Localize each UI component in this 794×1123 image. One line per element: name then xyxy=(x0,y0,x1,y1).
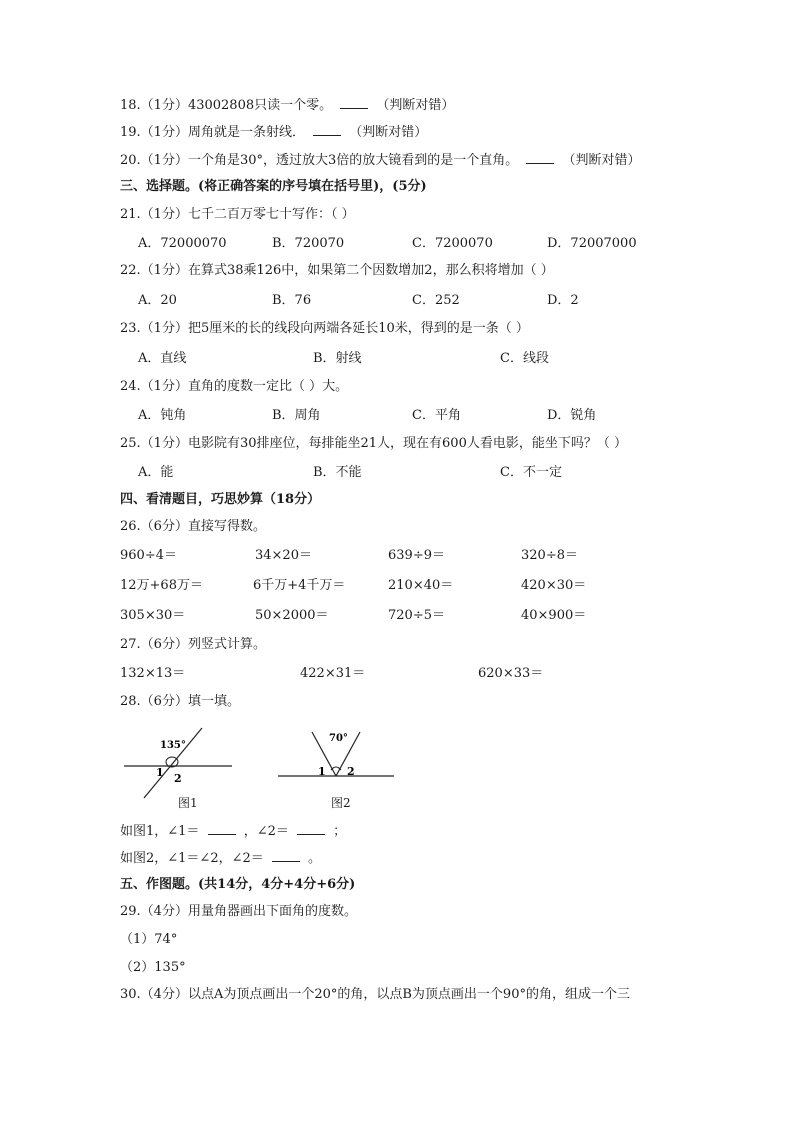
slanted-line xyxy=(144,728,202,798)
calc-item: 422×31＝ xyxy=(300,666,366,681)
question-text: 18.（1分）43002808只读一个零。 xyxy=(120,98,333,113)
answer-blank[interactable] xyxy=(340,96,368,109)
calc-item: 305×30＝ xyxy=(120,608,186,623)
question-27: 27.（6分）列竖式计算。 xyxy=(120,637,266,652)
section-5-heading: 五、作图题。(共14分，4分+4分+6分) xyxy=(120,877,356,892)
calc-item: 320÷8＝ xyxy=(521,548,578,563)
option-a[interactable]: A．72000070 xyxy=(138,236,227,251)
option-c[interactable]: C．7200070 xyxy=(412,236,493,251)
angle-label-2: 2 xyxy=(174,772,182,785)
figure-2-answer-line xyxy=(120,849,321,868)
calc-item: 720÷5＝ xyxy=(388,608,445,623)
question-23: 23.（1分）把5厘米的长的线段向两端各延长10米，得到的是一条（ ） xyxy=(120,321,529,336)
calc-item: 620×33＝ xyxy=(478,666,544,681)
question-hint: （判断对错） xyxy=(562,153,641,168)
option-c[interactable]: C．252 xyxy=(412,293,460,308)
option-d[interactable]: D．72007000 xyxy=(547,236,637,251)
option-b[interactable]: B．射线 xyxy=(313,351,362,366)
option-d[interactable]: D．锐角 xyxy=(547,408,597,423)
answer-blank[interactable] xyxy=(313,123,341,136)
figure-2-caption: 图2 xyxy=(331,796,351,810)
calc-item: 639÷9＝ xyxy=(388,548,445,563)
option-a[interactable]: A．20 xyxy=(138,293,177,308)
question-21: 21.（1分）七千二百万零七十写作：（ ） xyxy=(120,207,355,222)
calc-item: 34×20＝ xyxy=(255,548,312,563)
question-30: 30.（4分）以点A为顶点画出一个20°的角，以点B为顶点画出一个90°的角，组成一个三 xyxy=(120,987,630,1002)
answer-end: 。 xyxy=(308,851,322,866)
option-b[interactable]: B．76 xyxy=(272,293,312,308)
question-26: 26.（6分）直接写得数。 xyxy=(120,519,266,534)
option-b[interactable]: B．不能 xyxy=(313,465,362,480)
option-a[interactable]: A．能 xyxy=(138,465,174,480)
question-22: 22.（1分）在算式38乘126中，如果第二个因数增加2，那么积将增加（ ） xyxy=(120,263,554,278)
angle-2-blank[interactable] xyxy=(272,849,300,862)
sub-question-1: （1）74° xyxy=(120,932,178,947)
angle-label-1: 1 xyxy=(318,765,326,778)
option-a[interactable]: A．直线 xyxy=(138,351,187,366)
answer-end: ； xyxy=(333,824,347,839)
calc-item: 960÷4＝ xyxy=(120,548,177,563)
option-a[interactable]: A．钝角 xyxy=(138,408,187,423)
section-4-heading: 四、看清题目，巧思妙算（18分） xyxy=(120,492,321,507)
calc-item: 50×2000＝ xyxy=(255,608,329,623)
question-hint: （判断对错） xyxy=(376,98,455,113)
question-text: 20.（1分）一个角是30°，透过放大3倍的放大镜看到的是一个直角。 xyxy=(120,153,519,168)
angle-label-135: 135° xyxy=(160,740,186,751)
angle-label-70: 70° xyxy=(329,733,348,744)
answer-prefix: 如图1，∠1＝ xyxy=(120,824,200,839)
question-24: 24.（1分）直角的度数一定比（ ）大。 xyxy=(120,379,349,394)
question-19 xyxy=(120,123,427,142)
option-b[interactable]: B．周角 xyxy=(272,408,321,423)
calc-item: 210×40＝ xyxy=(388,578,454,593)
angle-2-blank[interactable] xyxy=(297,822,325,835)
question-20 xyxy=(120,151,641,170)
answer-blank[interactable] xyxy=(526,151,554,164)
angle-label-1: 1 xyxy=(156,766,164,779)
option-d[interactable]: D．2 xyxy=(547,293,579,308)
question-text: 19.（1分）周角就是一条射线． xyxy=(120,125,305,140)
figure-2-diagram xyxy=(276,728,396,784)
sub-question-2: （2）135° xyxy=(120,960,186,975)
question-hint: （判断对错） xyxy=(349,125,428,140)
question-29: 29.（4分）用量角器画出下面角的度数。 xyxy=(120,904,357,919)
calc-item: 12万+68万＝ xyxy=(120,578,203,593)
figure-1-answer-line xyxy=(120,822,346,841)
figure-1-diagram xyxy=(120,718,236,802)
question-28: 28.（6分）填一填。 xyxy=(120,694,240,709)
question-18 xyxy=(120,96,454,115)
calc-item: 6千万+4千万＝ xyxy=(253,578,346,593)
option-b[interactable]: B．720070 xyxy=(272,236,345,251)
option-c[interactable]: C．不一定 xyxy=(500,465,562,480)
answer-middle: ，∠2＝ xyxy=(243,824,289,839)
angle-label-2: 2 xyxy=(347,765,355,778)
answer-prefix: 如图2，∠1＝∠2，∠2＝ xyxy=(120,851,264,866)
question-25: 25.（1分）电影院有30排座位，每排能坐21人，现在有600人看电影，能坐下吗？（ ） xyxy=(120,436,627,451)
figure-1-caption: 图1 xyxy=(178,796,198,810)
angle-1-blank[interactable] xyxy=(208,822,236,835)
calc-item: 132×13＝ xyxy=(120,666,186,681)
section-3-heading: 三、选择题。(将正确答案的序号填在括号里)，(5分) xyxy=(120,179,427,194)
option-c[interactable]: C．平角 xyxy=(412,408,461,423)
calc-item: 40×900＝ xyxy=(521,608,587,623)
option-c[interactable]: C．线段 xyxy=(500,351,549,366)
calc-item: 420×30＝ xyxy=(521,578,587,593)
